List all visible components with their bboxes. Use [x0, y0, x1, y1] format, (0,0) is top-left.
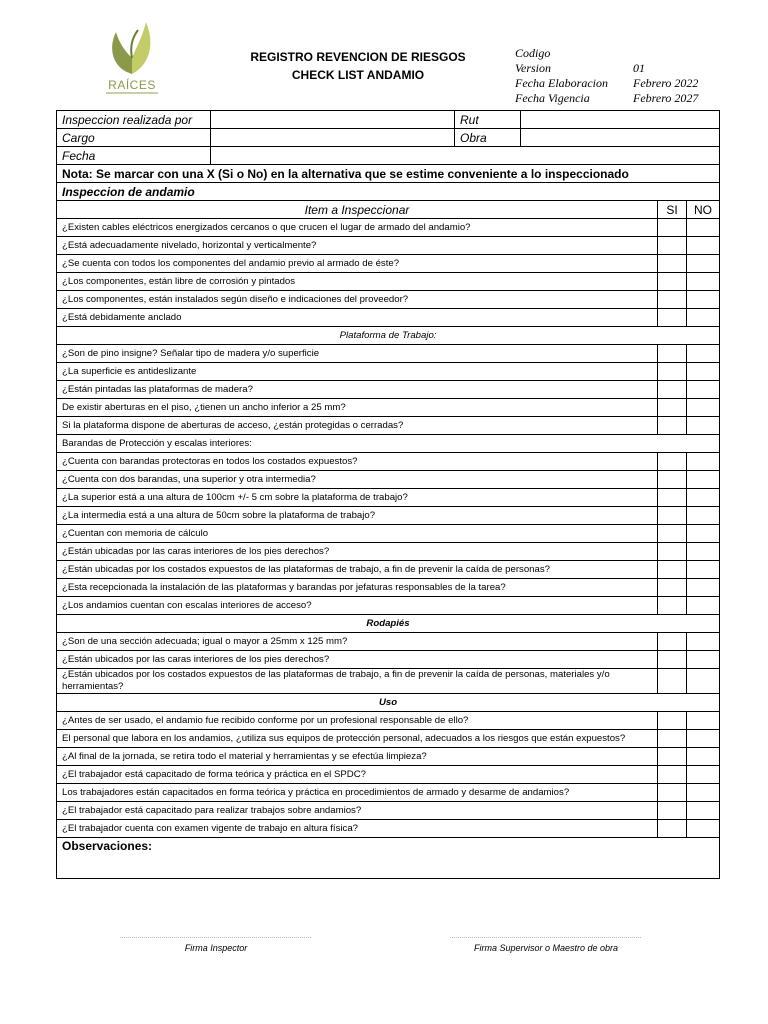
checklist-row	[57, 219, 720, 237]
checklist-item-text: ¿Antes de ser usado, el andamio fue recibido conforme por un profesional responsable de ello?	[57, 712, 658, 730]
checklist-row	[57, 363, 720, 381]
checkbox-no[interactable]	[687, 417, 720, 435]
checklist-row	[57, 237, 720, 255]
subsection-title: Plataforma de Trabajo:	[57, 327, 720, 345]
obra-input[interactable]	[521, 129, 720, 147]
checkbox-no[interactable]	[687, 219, 720, 237]
checkbox-no[interactable]	[687, 669, 720, 694]
checklist-row	[57, 766, 720, 784]
checkbox-si[interactable]	[658, 291, 687, 309]
checklist-row	[57, 579, 720, 597]
checklist-item-text: ¿Está adecuadamente nivelado, horizontal y verticalmente?	[57, 237, 658, 255]
logo-name: RAÍCES	[108, 78, 156, 92]
signature-supervisor	[446, 934, 646, 953]
checkbox-no[interactable]	[687, 345, 720, 363]
checkbox-no[interactable]	[687, 712, 720, 730]
checklist-row	[57, 471, 720, 489]
checkbox-si[interactable]	[658, 453, 687, 471]
checkbox-si[interactable]	[658, 784, 687, 802]
nota-row	[57, 165, 720, 183]
checkbox-si[interactable]	[658, 730, 687, 748]
checkbox-si[interactable]	[658, 543, 687, 561]
checklist-item-text: ¿Están ubicadas por las caras interiores de los pies derechos?	[57, 543, 658, 561]
checklist-item-text: ¿La superior está a una altura de 100cm +/- 5 cm sobre la plataforma de trabajo?	[57, 489, 658, 507]
checklist-item-text: ¿Al final de la jornada, se retira todo el material y herramientas y se efectúa limpieza?	[57, 748, 658, 766]
checklist-row	[57, 291, 720, 309]
checkbox-no[interactable]	[687, 561, 720, 579]
checklist-item-text: ¿Están ubicados por los costados expuestos de las plataformas de trabajo, a fin de prevenir la caída de personas, materiales y/o herramientas?	[57, 669, 658, 694]
checklist-item-text: ¿Los componentes, están instalados según diseño e indicaciones del proveedor?	[57, 291, 658, 309]
checkbox-no[interactable]	[687, 543, 720, 561]
subsection-row	[57, 327, 720, 345]
checklist-item-text: ¿Los componentes, están libre de corrosión y pintados	[57, 273, 658, 291]
meta-key: Fecha Vigencia	[515, 91, 590, 105]
cargo-input[interactable]	[211, 129, 455, 147]
checklist-item-text: El personal que labora en los andamios, ¿utiliza sus equipos de protección personal, adecuados a los riesgos que están expuestos?	[57, 730, 658, 748]
checkbox-si[interactable]	[658, 579, 687, 597]
checkbox-si[interactable]	[658, 399, 687, 417]
document-title	[230, 48, 486, 84]
checkbox-no[interactable]	[687, 291, 720, 309]
checklist-item-text: Los trabajadores están capacitados en forma teórica y práctica en procedimientos de armado y desarme de andamios?	[57, 784, 658, 802]
column-si-header: SI	[658, 201, 687, 219]
rut-label: Rut	[455, 111, 521, 129]
checkbox-si[interactable]	[658, 802, 687, 820]
checkbox-no[interactable]	[687, 399, 720, 417]
subsection-title: Barandas de Protección y escalas interiores:	[57, 435, 720, 453]
fecha-input[interactable]	[211, 147, 720, 165]
checklist-item-text: ¿El trabajador cuenta con examen vigente de trabajo en altura física?	[57, 820, 658, 838]
checkbox-si[interactable]	[658, 471, 687, 489]
observaciones-row	[57, 838, 720, 879]
checklist-row	[57, 669, 720, 694]
checklist-row	[57, 730, 720, 748]
checklist-row	[57, 489, 720, 507]
checklist-item-text: ¿Cuenta con dos barandas, una superior y otra intermedia?	[57, 471, 658, 489]
signature-line: ……………………………………………………………………………………	[120, 934, 312, 940]
column-no-header: NO	[687, 201, 720, 219]
checkbox-no[interactable]	[687, 453, 720, 471]
checkbox-no[interactable]	[687, 579, 720, 597]
signature-line: ……………………………………………………………………………………	[450, 934, 642, 940]
checklist-row	[57, 255, 720, 273]
checklist-row	[57, 381, 720, 399]
checkbox-no[interactable]	[687, 471, 720, 489]
checkbox-no[interactable]	[687, 802, 720, 820]
checklist-row	[57, 309, 720, 327]
meta-row	[515, 61, 698, 76]
signature-inspector-label: Firma Inspector	[184, 943, 248, 953]
cargo-label: Cargo	[57, 129, 211, 147]
checklist-item-text: ¿Cuentan con memoria de cálculo	[57, 525, 658, 543]
title-line-2: CHECK LIST ANDAMIO	[291, 68, 425, 82]
rut-input[interactable]	[521, 111, 720, 129]
column-item-header: Item a Inspeccionar	[57, 201, 658, 219]
checklist-row	[57, 784, 720, 802]
observaciones-field[interactable]: Observaciones:	[57, 838, 720, 879]
checkbox-si[interactable]	[658, 363, 687, 381]
checklist-item-text: ¿Están pintadas las plataformas de madera?	[57, 381, 658, 399]
subsection-row	[57, 435, 720, 453]
checkbox-si[interactable]	[658, 712, 687, 730]
meta-value: Febrero 2027	[633, 91, 699, 105]
checkbox-no[interactable]	[687, 597, 720, 615]
checklist-item-text: ¿Los andamios cuentan con escalas interiores de acceso?	[57, 597, 658, 615]
obra-label: Obra	[455, 129, 521, 147]
checklist-row	[57, 633, 720, 651]
checklist-row	[57, 453, 720, 471]
checkbox-no[interactable]	[687, 766, 720, 784]
checklist-row	[57, 597, 720, 615]
checkbox-si[interactable]	[658, 273, 687, 291]
checkbox-si[interactable]	[658, 255, 687, 273]
section-title: Inspeccion de andamio	[57, 183, 720, 201]
checkbox-si[interactable]	[658, 766, 687, 784]
checkbox-si[interactable]	[658, 820, 687, 838]
meta-row	[515, 76, 698, 91]
checklist-item-text: ¿Están ubicados por las caras interiores de los pies derechos?	[57, 651, 658, 669]
checkbox-no[interactable]	[687, 820, 720, 838]
checklist-item-text: De existir aberturas en el piso, ¿tienen un ancho inferior a 25 mm?	[57, 399, 658, 417]
checkbox-no[interactable]	[687, 255, 720, 273]
checklist-row	[57, 543, 720, 561]
meta-value: Febrero 2022	[633, 76, 699, 90]
subsection-title: Rodapiés	[57, 615, 720, 633]
checkbox-no[interactable]	[687, 651, 720, 669]
checklist-item-text: ¿Son de pino insigne? Señalar tipo de madera y/o superficie	[57, 345, 658, 363]
checkbox-si[interactable]	[658, 651, 687, 669]
nota-text: Nota: Se marcar con una X (Si o No) en la alternativa que se estime conveniente a lo inspeccionado	[57, 165, 720, 183]
meta-value: 01	[633, 61, 645, 75]
checkbox-si[interactable]	[658, 525, 687, 543]
signature-inspector	[116, 934, 316, 953]
checkbox-no[interactable]	[687, 784, 720, 802]
inspeccion-label: Inspeccion realizada por	[57, 111, 211, 129]
checkbox-si[interactable]	[658, 597, 687, 615]
subsection-row	[57, 615, 720, 633]
subsection-title: Uso	[57, 694, 720, 712]
document-meta	[515, 46, 698, 106]
checkbox-no[interactable]	[687, 363, 720, 381]
checklist-row	[57, 273, 720, 291]
meta-key: Fecha Elaboracion	[515, 76, 608, 90]
checklist-item-text: ¿Se cuenta con todos los componentes del andamio previo al armado de éste?	[57, 255, 658, 273]
checklist-row	[57, 820, 720, 838]
checklist-item-text: ¿El trabajador está capacitado de forma teórica y práctica en el SPDC?	[57, 766, 658, 784]
checklist-row	[57, 712, 720, 730]
header-row-inspeccion	[57, 111, 720, 129]
checkbox-si[interactable]	[658, 669, 687, 694]
checkbox-si[interactable]	[658, 507, 687, 525]
checkbox-si[interactable]	[658, 381, 687, 399]
meta-row	[515, 46, 698, 61]
column-header-row	[57, 201, 720, 219]
signature-supervisor-label: Firma Supervisor o Maestro de obra	[473, 943, 619, 953]
checkbox-si[interactable]	[658, 748, 687, 766]
fecha-label: Fecha	[57, 147, 211, 165]
subsection-row	[57, 694, 720, 712]
company-logo	[102, 18, 162, 100]
checklist-item-text: ¿La intermedia está a una altura de 50cm sobre la plataforma de trabajo?	[57, 507, 658, 525]
checkbox-no[interactable]	[687, 507, 720, 525]
checklist-row	[57, 525, 720, 543]
inspeccion-input[interactable]	[211, 111, 455, 129]
checklist-table	[56, 110, 720, 879]
title-line-1: REGISTRO REVENCION DE RIESGOS	[250, 50, 466, 64]
checklist-item-text: Si la plataforma dispone de aberturas de acceso, ¿están protegidas o cerradas?	[57, 417, 658, 435]
meta-row	[515, 91, 698, 106]
checkbox-si[interactable]	[658, 345, 687, 363]
logo-tagline-bar	[106, 92, 158, 94]
checklist-item-text: ¿El trabajador está capacitado para realizar trabajos sobre andamios?	[57, 802, 658, 820]
checklist-row	[57, 802, 720, 820]
checkbox-no[interactable]	[687, 237, 720, 255]
checklist-item-text: ¿Está debidamente anclado	[57, 309, 658, 327]
checklist-row	[57, 417, 720, 435]
checklist-item-text: ¿Están ubicadas por los costados expuestos de las plataformas de trabajo, a fin de prevenir la caída de personas?	[57, 561, 658, 579]
checklist-item-text: ¿Son de una sección adecuada; igual o mayor a 25mm x 125 mm?	[57, 633, 658, 651]
checkbox-si[interactable]	[658, 309, 687, 327]
checkbox-no[interactable]	[687, 381, 720, 399]
checklist-row	[57, 561, 720, 579]
checkbox-si[interactable]	[658, 417, 687, 435]
checklist-item-text: ¿Esta recepcionada la instalación de las plataformas y barandas por jefaturas responsables de la tarea?	[57, 579, 658, 597]
header-row-cargo	[57, 129, 720, 147]
section-title-row	[57, 183, 720, 201]
checklist-item-text: ¿Cuenta con barandas protectoras en todos los costados expuestos?	[57, 453, 658, 471]
checklist-row	[57, 507, 720, 525]
checkbox-si[interactable]	[658, 237, 687, 255]
checkbox-no[interactable]	[687, 748, 720, 766]
checklist-row	[57, 345, 720, 363]
checkbox-no[interactable]	[687, 730, 720, 748]
checkbox-si[interactable]	[658, 489, 687, 507]
meta-key: Version	[515, 61, 551, 75]
header-row-fecha	[57, 147, 720, 165]
checkbox-no[interactable]	[687, 273, 720, 291]
checkbox-no[interactable]	[687, 309, 720, 327]
checklist-item-text: ¿Existen cables eléctricos energizados cercanos o que crucen el lugar de armado del andamio?	[57, 219, 658, 237]
checklist-item-text: ¿La superficie es antideslizante	[57, 363, 658, 381]
checkbox-no[interactable]	[687, 525, 720, 543]
meta-key: Codigo	[515, 46, 551, 60]
checklist-row	[57, 748, 720, 766]
checkbox-no[interactable]	[687, 489, 720, 507]
checklist-row	[57, 651, 720, 669]
checklist-row	[57, 399, 720, 417]
checkbox-no[interactable]	[687, 633, 720, 651]
checkbox-si[interactable]	[658, 561, 687, 579]
checkbox-si[interactable]	[658, 219, 687, 237]
checkbox-si[interactable]	[658, 633, 687, 651]
leaf-logo-icon	[102, 18, 162, 78]
